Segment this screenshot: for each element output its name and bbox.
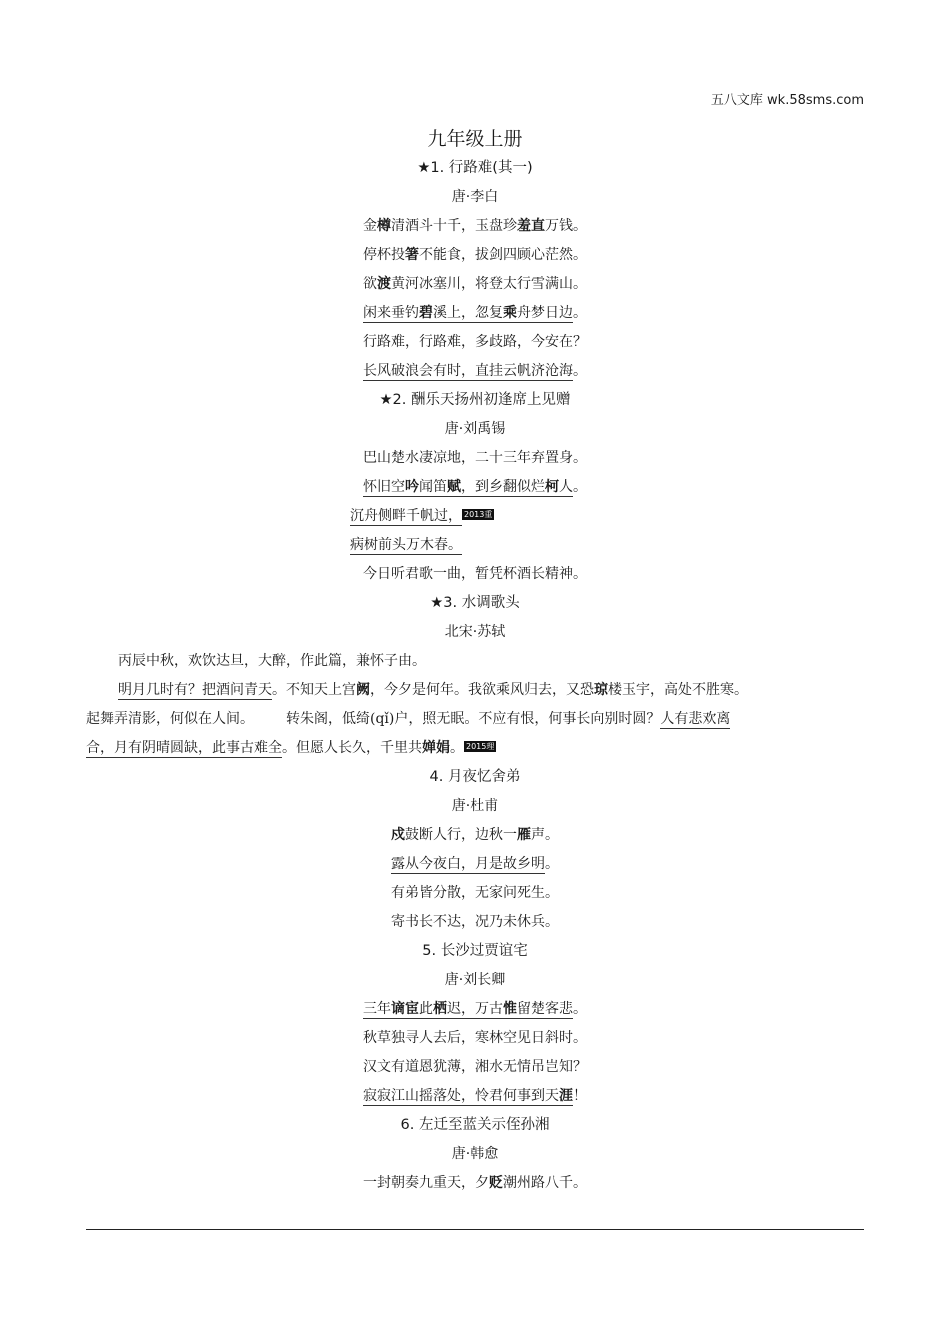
poem-line: 欲渡黄河冰塞川，将登太行雪满山。 bbox=[363, 276, 587, 292]
poem-title: ★1. 行路难(其一) bbox=[417, 160, 533, 176]
poem-line: 三年谪宦此栖迟，万古惟留楚客悲。 bbox=[363, 1001, 587, 1017]
poem-line: 戍鼓断人行，边秋一雁声。 bbox=[391, 827, 559, 843]
poem-line: 巴山楚水凄凉地，二十三年弃置身。 bbox=[363, 450, 587, 466]
poem-title: ★2. 酬乐天扬州初逢席上见赠 bbox=[379, 392, 571, 408]
poem-author: 唐·刘禹锡 bbox=[444, 421, 506, 437]
poem-author: 北宋·苏轼 bbox=[444, 624, 506, 640]
poem-title: 6. 左迁至蓝关示侄孙湘 bbox=[400, 1117, 550, 1133]
poem-line: 露从今夜白，月是故乡明。 bbox=[391, 856, 559, 872]
poem-preface: 丙辰中秋，欢饮达旦，大醉，作此篇，兼怀子由。 bbox=[118, 653, 426, 669]
exam-year-tag: 2013重 bbox=[464, 510, 493, 519]
exam-year-tag: 2015理 bbox=[466, 742, 495, 751]
prose-line: 合，月有阴晴圆缺，此事古难全。但愿人长久，千里共婵娟。 2015理 bbox=[86, 740, 495, 756]
poem-line: 长风破浪会有时，直挂云帆济沧海。 bbox=[363, 363, 587, 379]
poem-line: 行路难，行路难，多歧路，今安在？ bbox=[363, 334, 587, 350]
poem-author: 唐·刘长卿 bbox=[444, 972, 506, 988]
document-body bbox=[86, 154, 864, 1198]
poem-author: 唐·韩愈 bbox=[451, 1146, 499, 1162]
poem-line: 有弟皆分散，无家问死生。 bbox=[391, 885, 559, 901]
poem-title: ★3. 水调歌头 bbox=[430, 595, 520, 611]
poem-line: 寄书长不达，况乃未休兵。 bbox=[391, 914, 559, 930]
poem-title: 4. 月夜忆舍弟 bbox=[429, 769, 521, 785]
watermark: 五八文库 wk.58sms.com bbox=[710, 93, 864, 108]
poem-line: 沉舟侧畔千帆过， 2013重 bbox=[350, 508, 493, 524]
poem-line: 秋草独寻人去后，寒林空见日斜时。 bbox=[363, 1030, 587, 1046]
poem-line: 一封朝奏九重天，夕贬潮州路八千。 bbox=[363, 1175, 587, 1191]
poem-line: 汉文有道恩犹薄，湘水无情吊岂知？ bbox=[363, 1059, 587, 1075]
poem-line: 停杯投箸不能食，拔剑四顾心茫然。 bbox=[363, 247, 587, 263]
prose-line: 明月几时有？把酒问青天。不知天上宫阙，今夕是何年。我欲乘风归去，又恐琼楼玉宇，高处不胜寒。 bbox=[118, 682, 748, 698]
poem-line: 怀旧空吟闻笛赋，到乡翻似烂柯人。 bbox=[363, 479, 587, 495]
poem-line: 寂寂江山摇落处，怜君何事到天涯！ bbox=[363, 1088, 587, 1104]
poem-title: 5. 长沙过贾谊宅 bbox=[422, 943, 528, 959]
footer-divider bbox=[86, 1229, 864, 1230]
poem-line: 病树前头万木春。 bbox=[350, 537, 462, 553]
poem-author: 唐·李白 bbox=[451, 189, 499, 205]
page-title: 九年级上册 bbox=[427, 128, 523, 150]
poem-line: 金樽清酒斗十千，玉盘珍羞直万钱。 bbox=[363, 218, 587, 234]
poem-author: 唐·杜甫 bbox=[451, 798, 499, 814]
poem-line: 今日听君歌一曲，暂凭杯酒长精神。 bbox=[363, 566, 587, 582]
prose-line: 起舞弄清影，何似在人间。 转朱阁，低绮(qǐ)户，照无眠。不应有恨，何事长向别时圆？人有悲欢离 bbox=[86, 711, 731, 727]
poem-line: 闲来垂钓碧溪上，忽复乘舟梦日边。 bbox=[363, 305, 587, 321]
